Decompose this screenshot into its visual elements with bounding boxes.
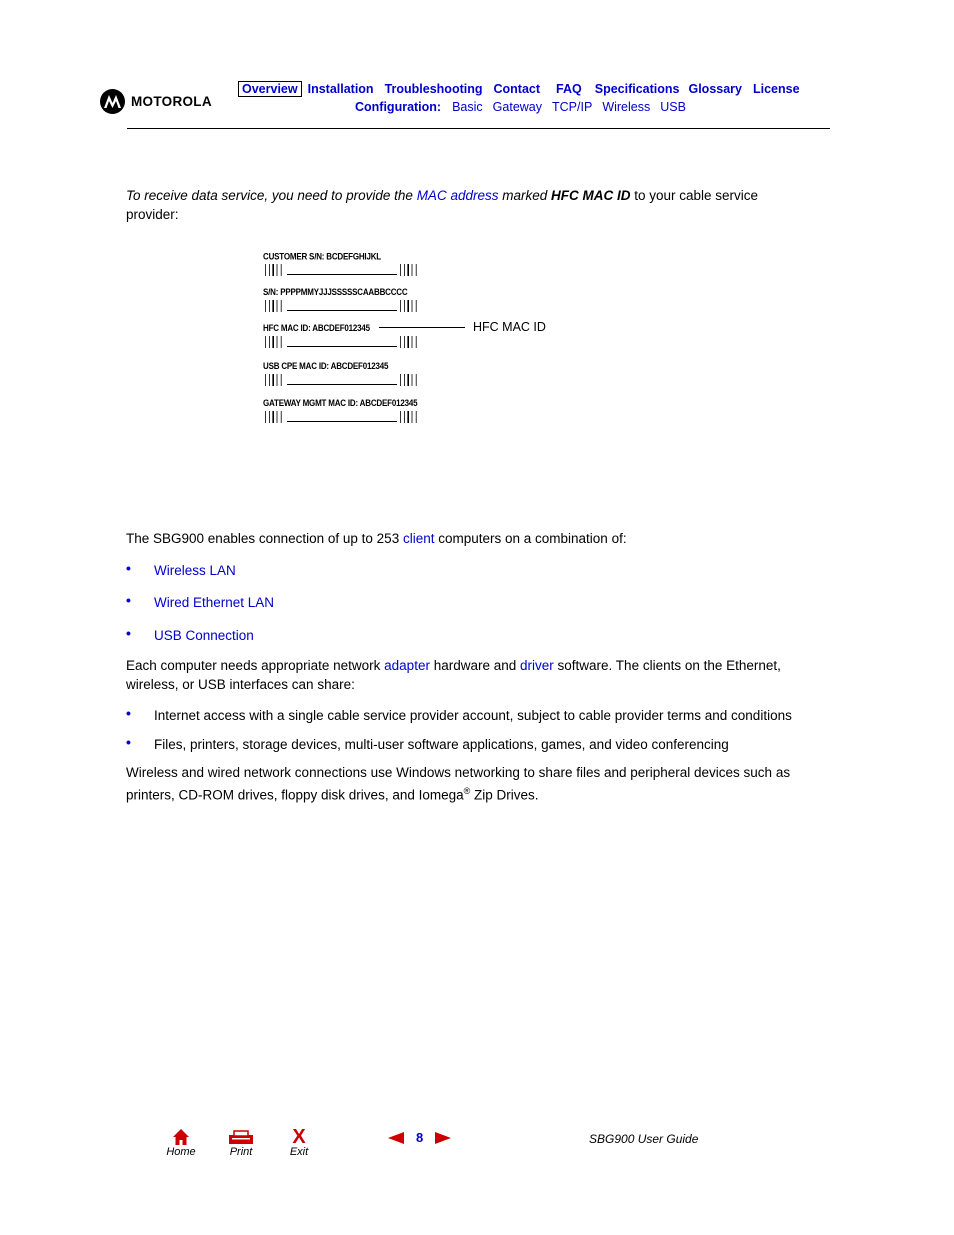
sbg-text-1: The SBG900 enables connection of up to 253 <box>126 531 403 546</box>
label-usb-cpe-mac: USB CPE MAC ID: ABCDEF012345 <box>263 361 389 372</box>
config-tcpip[interactable]: TCP/IP <box>552 100 593 114</box>
each-text-3: software. The clients on the Ethernet, <box>553 658 781 673</box>
label-row <box>263 362 433 388</box>
motorola-batwing-icon <box>100 89 125 114</box>
label-row <box>263 399 433 425</box>
label-customer-sn: CUSTOMER S/N: BCDEFGHIJKL <box>263 251 381 262</box>
label-gateway-mgmt-mac: GATEWAY MGMT MAC ID: ABCDEF012345 <box>263 398 418 409</box>
page-navigation <box>388 1130 451 1145</box>
intro-text-2: marked <box>498 188 551 203</box>
config-wireless[interactable]: Wireless <box>602 100 651 114</box>
bullet-icon: • <box>126 734 131 750</box>
config-usb[interactable]: USB <box>660 100 686 114</box>
label-row <box>263 288 433 314</box>
intro-paragraph <box>126 186 826 224</box>
nav-faq[interactable]: FAQ <box>556 82 582 96</box>
config-nav <box>355 100 696 114</box>
print-label: Print <box>229 1146 253 1158</box>
print-button[interactable] <box>221 1128 261 1158</box>
usb-connection-link[interactable]: USB Connection <box>154 628 254 643</box>
bullet-icon: • <box>126 625 131 641</box>
nav-glossary[interactable]: Glossary <box>688 82 742 96</box>
barcode-graphic <box>263 334 433 350</box>
closing-text-2: printers, CD-ROM drives, floppy disk drives, and Iomega <box>126 787 464 803</box>
intro-text-4: provider: <box>126 207 179 222</box>
nav-troubleshooting[interactable]: Troubleshooting <box>384 82 483 96</box>
closing-text-3: Zip Drives. <box>470 787 539 803</box>
sbg-text-2: computers on a combination of: <box>434 531 627 546</box>
wireless-lan-link[interactable]: Wireless LAN <box>154 563 236 578</box>
config-label: Configuration: <box>355 100 442 114</box>
exit-button[interactable] <box>279 1128 319 1158</box>
label-sn: S/N: PPPPMMYJJJSSSSSCAABBCCCC <box>263 287 408 298</box>
each-text-1: Each computer needs appropriate network <box>126 658 385 673</box>
each-text-4: wireless, or USB interfaces can share: <box>126 677 355 692</box>
top-nav <box>238 81 811 97</box>
brand-name: MOTOROLA <box>131 94 212 109</box>
barcode-graphic <box>263 372 433 388</box>
exit-x-icon: X <box>292 1126 306 1148</box>
header-divider <box>127 128 830 129</box>
share-item-internet: Internet access with a single cable service provider account, subject to cable provider terms and conditions <box>154 708 792 723</box>
config-basic[interactable]: Basic <box>452 100 483 114</box>
exit-label: Exit <box>289 1146 309 1158</box>
hfc-mac-id-term: HFC MAC ID <box>551 188 631 203</box>
home-icon <box>172 1128 190 1146</box>
printer-icon <box>227 1128 255 1146</box>
mac-address-link[interactable]: MAC address <box>416 188 499 203</box>
registered-mark: ® <box>463 786 471 796</box>
barcode-graphic <box>263 262 433 278</box>
barcode-graphic <box>263 298 433 314</box>
bullet-icon: • <box>126 705 131 721</box>
previous-page-arrow-icon[interactable] <box>388 1132 404 1144</box>
home-button[interactable] <box>161 1128 201 1158</box>
next-page-arrow-icon[interactable] <box>435 1132 451 1144</box>
client-link[interactable]: client <box>402 531 435 546</box>
home-label: Home <box>166 1146 196 1158</box>
hfc-mac-id-callout: HFC MAC ID <box>473 320 546 334</box>
nav-specifications[interactable]: Specifications <box>594 82 680 96</box>
adapter-link[interactable]: adapter <box>384 658 430 673</box>
guide-title: SBG900 User Guide <box>589 1132 699 1146</box>
each-text-2: hardware and <box>429 658 521 673</box>
share-item-files: Files, printers, storage devices, multi-user software applications, games, and video conferencing <box>154 737 729 752</box>
label-hfc-mac: HFC MAC ID: ABCDEF012345 <box>263 323 370 334</box>
bullet-icon: • <box>126 592 131 608</box>
closing-text-1: Wireless and wired network connections use Windows networking to share files and peripheral devices such as <box>126 765 791 780</box>
intro-text-3: to your cable service <box>630 188 759 203</box>
nav-installation[interactable]: Installation <box>307 82 374 96</box>
nav-contact[interactable]: Contact <box>493 82 541 96</box>
label-row <box>263 252 433 278</box>
driver-link[interactable]: driver <box>520 658 554 673</box>
sbg-paragraph <box>126 529 826 548</box>
each-computer-paragraph <box>126 656 826 694</box>
callout-line <box>379 327 465 328</box>
intro-text-1: To receive data service, you need to provide the <box>126 188 417 203</box>
config-gateway[interactable]: Gateway <box>492 100 543 114</box>
modem-label-figure <box>263 250 563 430</box>
nav-license[interactable]: License <box>753 82 800 96</box>
motorola-logo <box>100 89 212 114</box>
wired-ethernet-lan-link[interactable]: Wired Ethernet LAN <box>154 595 275 610</box>
closing-paragraph <box>126 763 836 805</box>
page-number: 8 <box>416 1130 424 1145</box>
nav-overview[interactable]: Overview <box>238 81 302 97</box>
bullet-icon: • <box>126 560 131 576</box>
barcode-graphic <box>263 409 433 425</box>
